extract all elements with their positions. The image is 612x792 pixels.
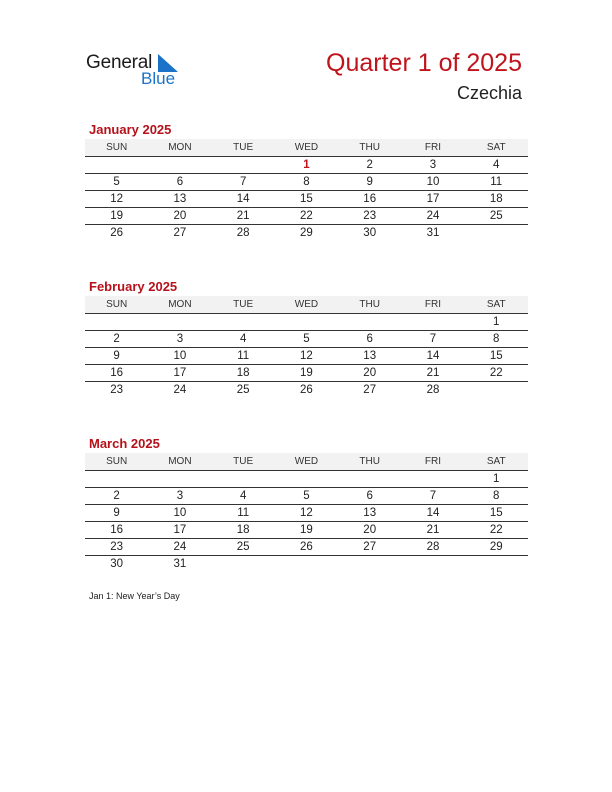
day-cell: 27 — [363, 541, 377, 553]
day-cell: 11 — [237, 507, 250, 519]
day-cell: 21 — [426, 524, 440, 536]
day-cell: 18 — [236, 367, 250, 379]
weekday-label: SAT — [486, 142, 506, 153]
empty-day-cell — [148, 314, 211, 330]
empty-day-cell — [212, 556, 275, 572]
day-cell: 2 — [113, 490, 120, 502]
weekday-label: TUE — [233, 456, 254, 467]
day-cell: 14 — [426, 350, 440, 362]
day-cell: 6 — [366, 490, 373, 502]
month-february — [85, 278, 528, 398]
day-cell: 22 — [489, 367, 503, 379]
empty-day-cell — [212, 314, 275, 330]
day-cell: 20 — [363, 524, 377, 536]
week-row — [85, 348, 528, 365]
empty-day-cell — [212, 471, 275, 487]
month-march — [85, 435, 528, 572]
day-cell: 20 — [173, 210, 187, 222]
weekday-label: SUN — [106, 456, 128, 467]
day-cell: 25 — [236, 541, 250, 553]
weekday-label: WED — [294, 142, 319, 153]
weekday-label: WED — [294, 456, 319, 467]
day-cell: 2 — [366, 159, 373, 171]
day-cell: 15 — [489, 350, 503, 362]
weekday-label: SUN — [106, 299, 128, 310]
day-cell: 29 — [489, 541, 503, 553]
month-title: March 2025 — [89, 436, 160, 451]
empty-day-cell — [148, 471, 211, 487]
day-cell: 16 — [363, 193, 377, 205]
day-cell: 18 — [236, 524, 250, 536]
day-cell: 5 — [303, 333, 310, 345]
day-cell: 1 — [493, 316, 500, 328]
week-row — [85, 331, 528, 348]
day-cell: 21 — [426, 367, 440, 379]
day-cell: 8 — [493, 490, 500, 502]
weekday-label: THU — [359, 299, 380, 310]
empty-day-cell — [401, 471, 464, 487]
day-cell: 7 — [239, 176, 247, 188]
day-cell: 29 — [300, 227, 313, 239]
day-cell: 2 — [113, 333, 120, 345]
day-cell: 22 — [300, 210, 313, 222]
weekday-label: THU — [359, 142, 380, 153]
day-cell: 15 — [489, 507, 503, 519]
weekday-header-row — [85, 296, 528, 314]
day-cell: 10 — [173, 350, 187, 362]
week-row — [85, 488, 528, 505]
day-cell: 4 — [493, 159, 500, 171]
weekday-label: MON — [168, 142, 192, 153]
day-cell: 1 — [303, 159, 310, 171]
day-cell: 25 — [489, 210, 503, 222]
week-row — [85, 365, 528, 382]
day-cell: 17 — [426, 193, 440, 205]
day-cell: 8 — [303, 176, 310, 188]
weekday-label: FRI — [424, 142, 442, 153]
week-row — [85, 225, 528, 241]
day-cell: 25 — [236, 384, 250, 396]
day-cell: 24 — [426, 210, 440, 222]
day-cell: 23 — [110, 541, 124, 553]
day-cell: 5 — [113, 176, 120, 188]
day-cell: 7 — [429, 490, 437, 502]
empty-day-cell — [338, 471, 401, 487]
generalblue-logo — [86, 52, 196, 92]
day-cell: 28 — [426, 541, 440, 553]
weekday-label: TUE — [233, 299, 254, 310]
day-cell: 22 — [489, 524, 503, 536]
day-cell: 3 — [176, 333, 184, 345]
week-row — [85, 522, 528, 539]
empty-day-cell — [148, 157, 211, 173]
empty-day-cell — [85, 314, 148, 330]
day-cell: 16 — [110, 524, 124, 536]
empty-day-cell — [465, 382, 528, 398]
empty-day-cell — [275, 556, 338, 572]
empty-day-cell — [275, 314, 338, 330]
day-cell: 27 — [363, 384, 377, 396]
day-cell: 9 — [113, 350, 120, 362]
weekday-label: TUE — [233, 142, 254, 153]
empty-day-cell — [85, 157, 148, 173]
week-row — [85, 314, 528, 331]
week-row — [85, 539, 528, 556]
day-cell: 30 — [110, 558, 124, 570]
empty-day-cell — [85, 471, 148, 487]
day-cell: 17 — [173, 367, 187, 379]
day-cell: 17 — [173, 524, 187, 536]
month-january — [85, 121, 528, 241]
week-row — [85, 157, 528, 174]
month-title: February 2025 — [89, 279, 178, 294]
day-cell: 10 — [173, 507, 187, 519]
month-title: January 2025 — [89, 122, 172, 137]
week-row — [85, 191, 528, 208]
day-cell: 12 — [300, 350, 313, 362]
week-row — [85, 556, 528, 572]
empty-day-cell — [338, 556, 401, 572]
weekday-header-row — [85, 139, 528, 157]
country-name: Czechia — [456, 83, 522, 103]
empty-day-cell — [275, 471, 338, 487]
weekday-label: FRI — [424, 299, 442, 310]
empty-day-cell — [338, 314, 401, 330]
day-cell: 5 — [303, 490, 310, 502]
empty-day-cell — [212, 157, 275, 173]
day-cell: 28 — [426, 384, 440, 396]
day-cell: 4 — [239, 333, 247, 345]
day-cell: 30 — [363, 227, 377, 239]
day-cell: 10 — [426, 176, 440, 188]
week-row — [85, 471, 528, 488]
weekday-label: SAT — [486, 299, 506, 310]
day-cell: 11 — [237, 350, 250, 362]
day-cell: 27 — [173, 227, 187, 239]
day-cell: 19 — [300, 367, 313, 379]
day-cell: 23 — [110, 384, 124, 396]
weekday-label: THU — [359, 456, 380, 467]
day-cell: 23 — [363, 210, 377, 222]
weekday-header-row — [85, 453, 528, 471]
logo-text-general: General — [86, 52, 153, 73]
page-title: Quarter 1 of 2025 — [326, 49, 522, 77]
week-row — [85, 382, 528, 398]
day-cell: 20 — [363, 367, 377, 379]
day-cell: 6 — [366, 333, 373, 345]
day-cell: 12 — [300, 507, 313, 519]
day-cell: 26 — [300, 384, 313, 396]
day-cell: 18 — [489, 193, 503, 205]
day-cell: 26 — [300, 541, 313, 553]
weekday-label: SUN — [106, 142, 128, 153]
empty-day-cell — [465, 225, 528, 241]
day-cell: 1 — [493, 473, 500, 485]
weekday-label: MON — [168, 299, 192, 310]
week-row — [85, 505, 528, 522]
day-cell: 9 — [113, 507, 120, 519]
day-cell: 6 — [176, 176, 184, 188]
day-cell: 11 — [490, 176, 503, 188]
day-cell: 16 — [110, 367, 124, 379]
day-cell: 15 — [300, 193, 313, 205]
day-cell: 31 — [173, 558, 187, 570]
week-row — [85, 174, 528, 191]
weekday-label: MON — [168, 456, 192, 467]
day-cell: 13 — [363, 507, 377, 519]
empty-day-cell — [401, 556, 464, 572]
day-cell: 31 — [426, 227, 440, 239]
day-cell: 12 — [110, 193, 124, 205]
day-cell: 4 — [239, 490, 247, 502]
week-row — [85, 208, 528, 225]
day-cell: 7 — [429, 333, 437, 345]
day-cell: 28 — [236, 227, 250, 239]
logo-text-blue: Blue — [141, 69, 176, 88]
day-cell: 19 — [110, 210, 124, 222]
empty-day-cell — [465, 556, 528, 572]
holiday-footnote: Jan 1: New Year’s Day — [89, 591, 180, 601]
day-cell: 13 — [173, 193, 187, 205]
day-cell: 14 — [236, 193, 250, 205]
day-cell: 24 — [173, 541, 187, 553]
day-cell: 3 — [429, 159, 437, 171]
day-cell: 14 — [426, 507, 440, 519]
weekday-label: FRI — [424, 456, 442, 467]
day-cell: 24 — [173, 384, 187, 396]
day-cell: 26 — [110, 227, 124, 239]
day-cell: 9 — [366, 176, 373, 188]
day-cell: 8 — [493, 333, 500, 345]
day-cell: 21 — [236, 210, 250, 222]
weekday-label: WED — [294, 299, 319, 310]
weekday-label: SAT — [486, 456, 506, 467]
empty-day-cell — [401, 314, 464, 330]
day-cell: 13 — [363, 350, 377, 362]
day-cell: 19 — [300, 524, 313, 536]
day-cell: 3 — [176, 490, 184, 502]
